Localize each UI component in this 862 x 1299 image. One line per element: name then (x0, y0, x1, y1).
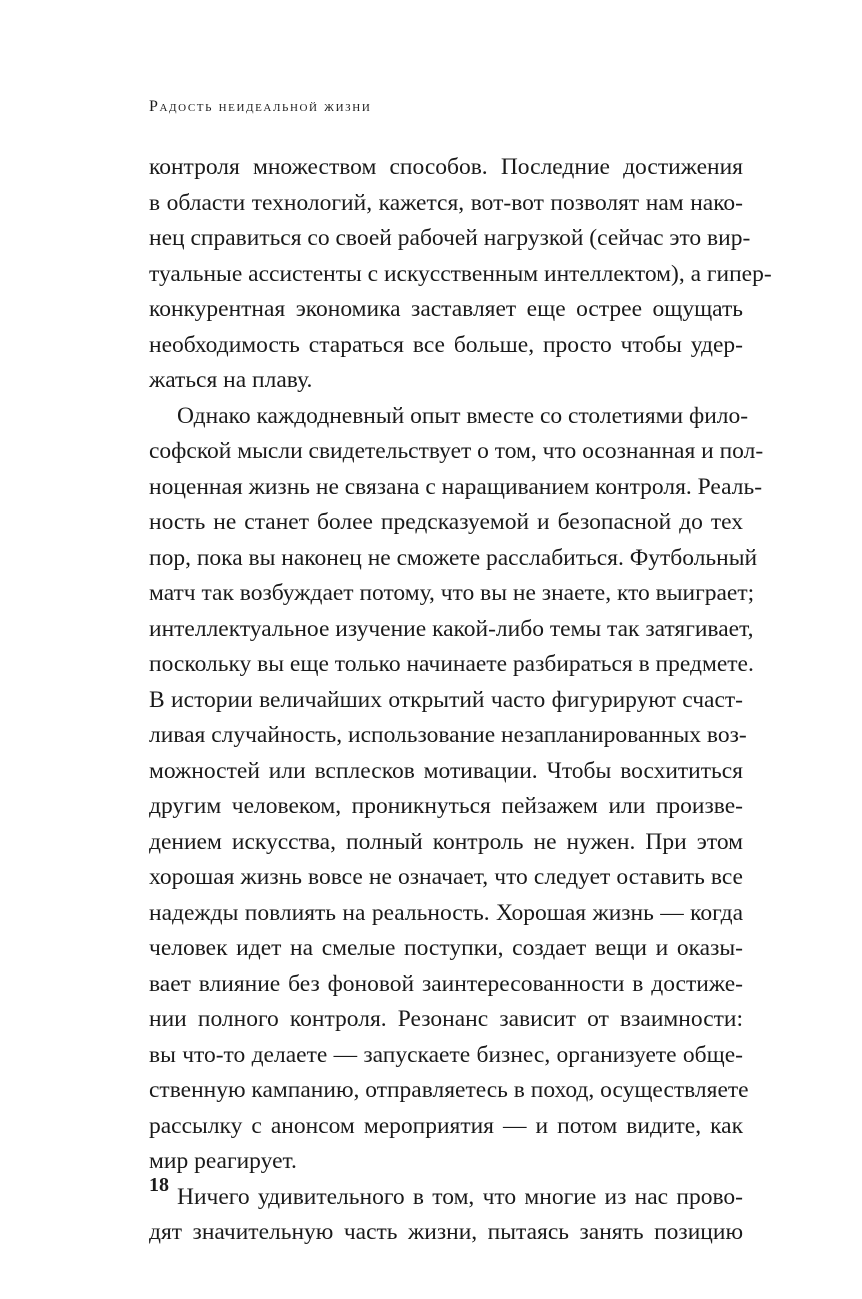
text-line: поскольку вы еще только начинаете разбираться в предмете. (149, 651, 754, 677)
text-line: ственную кампанию, отправляетесь в поход, осуществляете (149, 1077, 749, 1103)
text-line: надежды повлиять на реальность. Хорошая жизнь — когда (149, 899, 743, 926)
body-text (149, 150, 772, 1251)
text-line: жаться на плаву. (149, 367, 313, 393)
text-line: туальные ассистенты с искусственным интеллектом), а гипер- (149, 260, 772, 287)
text-line: конкурентная экономика заставляет еще острее ощущать (149, 296, 743, 322)
text-line: ноценная жизнь не связана с наращиванием контроля. Реаль- (149, 473, 763, 500)
paragraph-1 (149, 150, 772, 399)
text-line: человек идет на смелые поступки, создает вещи и оказы- (149, 935, 743, 961)
text-line: ность не станет более предсказуемой и безопасной до тех (149, 509, 743, 535)
text-line: другим человеком, проникнуться пейзажем или произве- (149, 793, 743, 819)
text-line: ливая случайность, использование незапланированных воз- (149, 722, 747, 748)
text-line: дят значительную часть жизни, пытаясь занять позицию (149, 1219, 743, 1245)
text-line: можностей или всплесков мотивации. Чтобы восхититься (149, 757, 743, 784)
text-line: контроля множеством способов. Последние достижения (149, 154, 743, 180)
text-line: нии полного контроля. Резонанс зависит от взаимности: (149, 1006, 743, 1032)
text-line: матч так возбуждает потому, что вы не знаете, кто выиграет; (149, 580, 755, 606)
text-line: в области технологий, кажется, вот-вот позволят нам нако- (149, 189, 743, 216)
text-line: пор, пока вы наконец не сможете расслабиться. Футбольный (149, 544, 758, 571)
text-line: вает влияние без фоновой заинтересованности в достиже- (149, 970, 743, 997)
text-line: хорошая жизнь вовсе не означает, что следует оставить все (149, 864, 743, 890)
text-line: дением искусства, полный контроль не нужен. При этом (149, 828, 743, 855)
text-line: Однако каждодневный опыт вместе со столетиями фило- (177, 402, 749, 429)
text-line: софской мысли свидетельствует о том, что осознанная и пол- (149, 438, 764, 464)
text-line: нец справиться со своей рабочей нагрузкой (сейчас это вир- (149, 225, 751, 251)
text-line: интеллектуальное изучение какой-либо темы так затягивает, (149, 615, 754, 642)
paragraph-2 (149, 399, 764, 1180)
text-line: Ничего удивительного в том, что многие из нас прово- (177, 1183, 743, 1210)
text-line: мир реагирует. (149, 1148, 297, 1174)
text-line: рассылку с анонсом мероприятия — и потом видите, как (149, 1112, 743, 1139)
paragraph-3 (149, 1180, 743, 1251)
text-line: вы что-то делаете — запускаете бизнес, организуете обще- (149, 1041, 743, 1068)
text-line: необходимость стараться все больше, просто чтобы удер- (149, 331, 743, 358)
running-head: Радость неидеальной жизни (149, 98, 372, 115)
text-line: В истории величайших открытий часто фигурируют счаст- (149, 686, 743, 713)
page-number: 18 (149, 1174, 169, 1196)
